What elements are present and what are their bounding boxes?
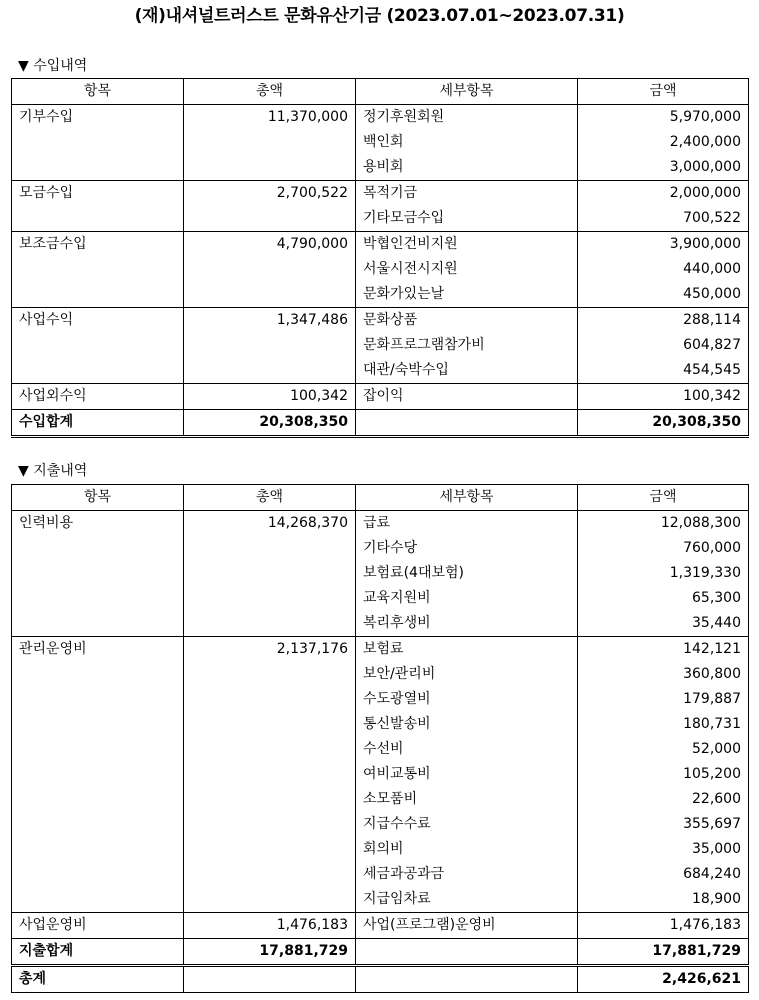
category-total: 100,342 — [184, 384, 356, 410]
category-name: 사업운영비 — [12, 913, 184, 939]
table-row — [12, 358, 749, 384]
header-amount: 금액 — [578, 79, 749, 105]
income-section-heading: ▼ 수입내역 — [18, 58, 88, 74]
table-row — [12, 762, 749, 787]
table-row — [12, 206, 749, 232]
detail-item: 회의비 — [356, 837, 578, 862]
category-name — [12, 333, 184, 358]
detail-amount: 450,000 — [578, 282, 749, 308]
category-name: 관리운영비 — [12, 637, 184, 663]
detail-amount: 100,342 — [578, 384, 749, 410]
category-total: 14,268,370 — [184, 511, 356, 537]
sum-total: 20,308,350 — [184, 410, 356, 437]
grand-total-blank — [184, 966, 356, 993]
detail-amount: 760,000 — [578, 536, 749, 561]
table-row — [12, 181, 749, 207]
category-total — [184, 358, 356, 384]
detail-item: 정기후원회원 — [356, 105, 578, 131]
detail-amount: 440,000 — [578, 257, 749, 282]
category-total: 1,347,486 — [184, 308, 356, 334]
table-row — [12, 586, 749, 611]
category-total — [184, 536, 356, 561]
detail-item: 사업(프로그램)운영비 — [356, 913, 578, 939]
detail-item: 박협인건비지원 — [356, 232, 578, 258]
detail-item: 지급임차료 — [356, 887, 578, 913]
category-name — [12, 536, 184, 561]
detail-amount: 3,000,000 — [578, 155, 749, 181]
detail-item: 지급수수료 — [356, 812, 578, 837]
category-total — [184, 712, 356, 737]
detail-item: 용비회 — [356, 155, 578, 181]
detail-item: 교육지원비 — [356, 586, 578, 611]
table-row — [12, 687, 749, 712]
table-row — [12, 913, 749, 939]
table-row — [12, 662, 749, 687]
grand-total-label: 총계 — [12, 966, 184, 993]
table-row — [12, 737, 749, 762]
table-row — [12, 712, 749, 737]
category-name: 모금수입 — [12, 181, 184, 207]
expense-header-row — [12, 485, 749, 511]
detail-item: 세금과공과금 — [356, 862, 578, 887]
detail-item: 문화프로그램참가비 — [356, 333, 578, 358]
detail-amount: 1,476,183 — [578, 913, 749, 939]
category-total: 4,790,000 — [184, 232, 356, 258]
sum-detail — [356, 410, 578, 437]
detail-amount: 1,319,330 — [578, 561, 749, 586]
detail-item: 수선비 — [356, 737, 578, 762]
table-row — [12, 232, 749, 258]
table-row — [12, 536, 749, 561]
category-name: 인력비용 — [12, 511, 184, 537]
detail-amount: 65,300 — [578, 586, 749, 611]
table-row — [12, 282, 749, 308]
category-name: 사업수익 — [12, 308, 184, 334]
sum-label: 수입합계 — [12, 410, 184, 437]
expense-section-heading: ▼ 지출내역 — [18, 463, 88, 479]
category-name — [12, 257, 184, 282]
category-name — [12, 812, 184, 837]
category-name — [12, 862, 184, 887]
detail-item: 수도광열비 — [356, 687, 578, 712]
table-row — [12, 511, 749, 537]
table-row — [12, 887, 749, 913]
detail-item: 문화가있는날 — [356, 282, 578, 308]
sum-total: 17,881,729 — [184, 939, 356, 966]
detail-amount: 180,731 — [578, 712, 749, 737]
category-name — [12, 712, 184, 737]
expense-table — [11, 484, 749, 993]
detail-item: 대관/숙박수입 — [356, 358, 578, 384]
header-total: 총액 — [184, 485, 356, 511]
category-name: 사업외수익 — [12, 384, 184, 410]
header-detail: 세부항목 — [356, 485, 578, 511]
detail-item: 여비교통비 — [356, 762, 578, 787]
category-name — [12, 130, 184, 155]
table-row — [12, 637, 749, 663]
table-row — [12, 308, 749, 334]
table-row — [12, 812, 749, 837]
detail-amount: 684,240 — [578, 862, 749, 887]
grand-total-row — [12, 966, 749, 993]
category-total — [184, 206, 356, 232]
category-name — [12, 206, 184, 232]
category-total: 2,700,522 — [184, 181, 356, 207]
detail-amount: 22,600 — [578, 787, 749, 812]
category-total — [184, 762, 356, 787]
category-total — [184, 812, 356, 837]
header-amount: 금액 — [578, 485, 749, 511]
category-total — [184, 561, 356, 586]
category-name — [12, 561, 184, 586]
detail-item: 복리후생비 — [356, 611, 578, 637]
category-total — [184, 662, 356, 687]
income-sum-row — [12, 410, 749, 437]
header-detail: 세부항목 — [356, 79, 578, 105]
category-name — [12, 887, 184, 913]
detail-amount: 35,440 — [578, 611, 749, 637]
sum-detail — [356, 939, 578, 966]
detail-amount: 105,200 — [578, 762, 749, 787]
category-name — [12, 787, 184, 812]
detail-item: 보험료 — [356, 637, 578, 663]
category-name — [12, 155, 184, 181]
category-total: 2,137,176 — [184, 637, 356, 663]
category-name — [12, 837, 184, 862]
category-total — [184, 130, 356, 155]
income-header-row — [12, 79, 749, 105]
category-name — [12, 737, 184, 762]
category-total — [184, 787, 356, 812]
detail-item: 목적기금 — [356, 181, 578, 207]
sum-label: 지출합계 — [12, 939, 184, 966]
detail-amount: 2,000,000 — [578, 181, 749, 207]
category-total — [184, 611, 356, 637]
grand-total-detail — [356, 966, 578, 993]
grand-total-amount: 2,426,621 — [578, 966, 749, 993]
detail-amount: 355,697 — [578, 812, 749, 837]
table-row — [12, 384, 749, 410]
category-name — [12, 282, 184, 308]
category-name — [12, 611, 184, 637]
category-name — [12, 586, 184, 611]
detail-item: 급료 — [356, 511, 578, 537]
detail-item: 문화상품 — [356, 308, 578, 334]
detail-item: 보험료(4대보험) — [356, 561, 578, 586]
table-row — [12, 837, 749, 862]
detail-amount: 52,000 — [578, 737, 749, 762]
detail-amount: 5,970,000 — [578, 105, 749, 131]
header-item: 항목 — [12, 485, 184, 511]
category-name — [12, 762, 184, 787]
detail-amount: 18,900 — [578, 887, 749, 913]
category-total: 11,370,000 — [184, 105, 356, 131]
expense-sum-row — [12, 939, 749, 966]
table-row — [12, 130, 749, 155]
category-total — [184, 887, 356, 913]
detail-amount: 12,088,300 — [578, 511, 749, 537]
category-total — [184, 333, 356, 358]
table-row — [12, 787, 749, 812]
detail-item: 서울시전시지원 — [356, 257, 578, 282]
header-item: 항목 — [12, 79, 184, 105]
table-row — [12, 333, 749, 358]
category-total: 1,476,183 — [184, 913, 356, 939]
header-total: 총액 — [184, 79, 356, 105]
detail-amount: 179,887 — [578, 687, 749, 712]
detail-item: 통신발송비 — [356, 712, 578, 737]
detail-amount: 142,121 — [578, 637, 749, 663]
detail-item: 기타수당 — [356, 536, 578, 561]
sum-amount: 17,881,729 — [578, 939, 749, 966]
table-row — [12, 105, 749, 131]
table-row — [12, 155, 749, 181]
category-total — [184, 737, 356, 762]
income-table — [11, 78, 749, 438]
category-total — [184, 282, 356, 308]
category-total — [184, 862, 356, 887]
category-total — [184, 687, 356, 712]
category-name: 기부수입 — [12, 105, 184, 131]
detail-amount: 604,827 — [578, 333, 749, 358]
detail-amount: 700,522 — [578, 206, 749, 232]
detail-item: 소모품비 — [356, 787, 578, 812]
category-total — [184, 586, 356, 611]
table-row — [12, 611, 749, 637]
detail-amount: 360,800 — [578, 662, 749, 687]
detail-amount: 288,114 — [578, 308, 749, 334]
category-name: 보조금수입 — [12, 232, 184, 258]
table-row — [12, 862, 749, 887]
table-row — [12, 561, 749, 586]
detail-item: 기타모금수입 — [356, 206, 578, 232]
category-name — [12, 358, 184, 384]
detail-amount: 2,400,000 — [578, 130, 749, 155]
detail-amount: 454,545 — [578, 358, 749, 384]
detail-item: 잡이익 — [356, 384, 578, 410]
detail-item: 백인회 — [356, 130, 578, 155]
detail-amount: 3,900,000 — [578, 232, 749, 258]
category-total — [184, 155, 356, 181]
category-total — [184, 837, 356, 862]
sum-amount: 20,308,350 — [578, 410, 749, 437]
detail-amount: 35,000 — [578, 837, 749, 862]
detail-item: 보안/관리비 — [356, 662, 578, 687]
page-title: (재)내셔널트러스트 문화유산기금 (2023.07.01~2023.07.31) — [134, 6, 625, 26]
category-name — [12, 687, 184, 712]
category-total — [184, 257, 356, 282]
category-name — [12, 662, 184, 687]
table-row — [12, 257, 749, 282]
